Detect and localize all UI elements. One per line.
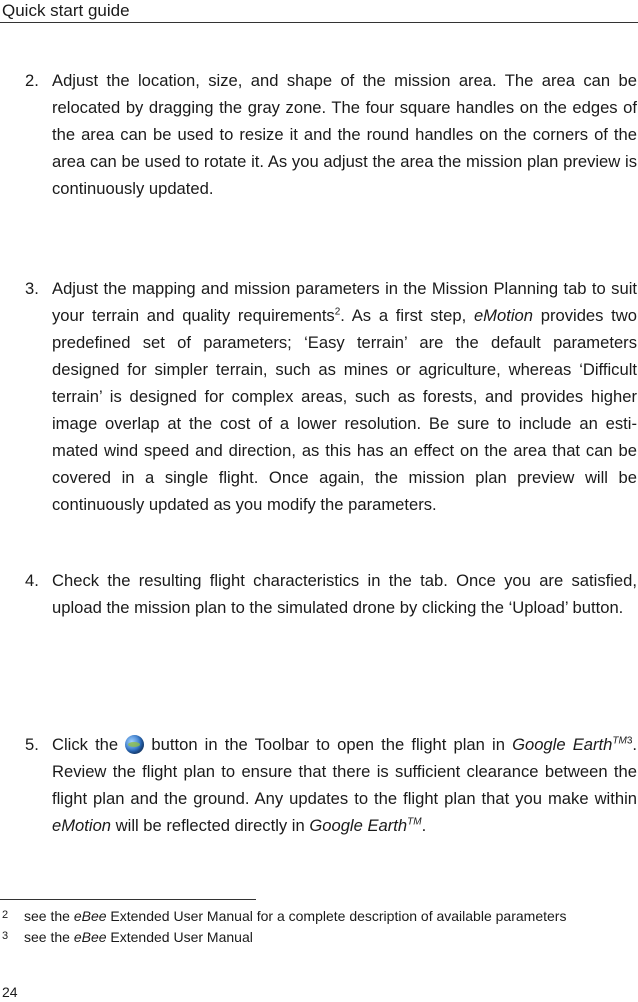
item-text: Check the resulting flight characteristics in the tab. Once you are satisfied, upload the mission plan to the simulated drone by clicking the ‘Upload’ button. (52, 571, 637, 617)
list-item-4 (25, 567, 637, 621)
footnote-mark: 2 (2, 909, 9, 921)
list-item-2 (25, 67, 637, 202)
google-earth-icon (125, 735, 144, 754)
item-number: 3. (25, 279, 39, 298)
item-text: Click the button in the Toolbar to open the flight plan in Google Earth$^{TM3}$. Review the flight plan to ensure that there is sufficient clearance between the flight plan and the ground. Any updates to the flight plan that you make within eMotion will be reflected directly in Google Earth™. (52, 735, 637, 835)
item-number: 4. (25, 571, 39, 590)
product-name: eMotion (52, 816, 112, 835)
footnote-ref-3: 3 (626, 735, 633, 747)
header-title: Quick start guide (2, 1, 130, 20)
item-number: 2. (25, 71, 39, 90)
footnote-3: 3 see the eBee Extended User Manual (2, 929, 253, 945)
footnote-2: 2 see the eBee Extended User Manual for a complete description of available parameters (2, 908, 567, 924)
footnote-mark: 3 (2, 930, 9, 942)
page-number: 24 (2, 984, 18, 1000)
app-name: Google Earth (309, 816, 408, 835)
item-number: 5. (25, 735, 39, 754)
item-text: Adjust the location, size, and shape of the mission area. The area can be relocated by dragging the gray zone. The four square handles on the edges of the area can be used to resize it and the round handles on the corners of the area can be used to rotate it. As you adjust the area the mission plan preview is continuously updated. (52, 71, 637, 198)
list-item-3 (25, 275, 637, 518)
list-item-5 (25, 731, 637, 839)
item-text: Adjust the mapping and mission parameters in the Mission Planning tab to suit your terrain and quality requirements$^2$. As a first step, eMotion provides two predefined set of parameters; ‘Easy terrain’ are the default parameters designed for simpler terrain, such as mines or agriculture, whereas ‘Difficult terrain’ is designed for complex areas, such as forests, and provides higher image overlap at the cost of a lower resolution. Be sure to include an esti-mated wind speed and direction, as this has an effect on the area that can be covered in a single flight. Once again, the mission plan preview will be continuously updated as you modify the parameters. (52, 279, 638, 514)
app-name: Google Earth (512, 735, 613, 754)
footnote-divider (0, 899, 256, 900)
running-header (0, 0, 638, 23)
footnote-ref-2: 2 (334, 306, 341, 318)
product-name: eMotion (473, 306, 533, 325)
